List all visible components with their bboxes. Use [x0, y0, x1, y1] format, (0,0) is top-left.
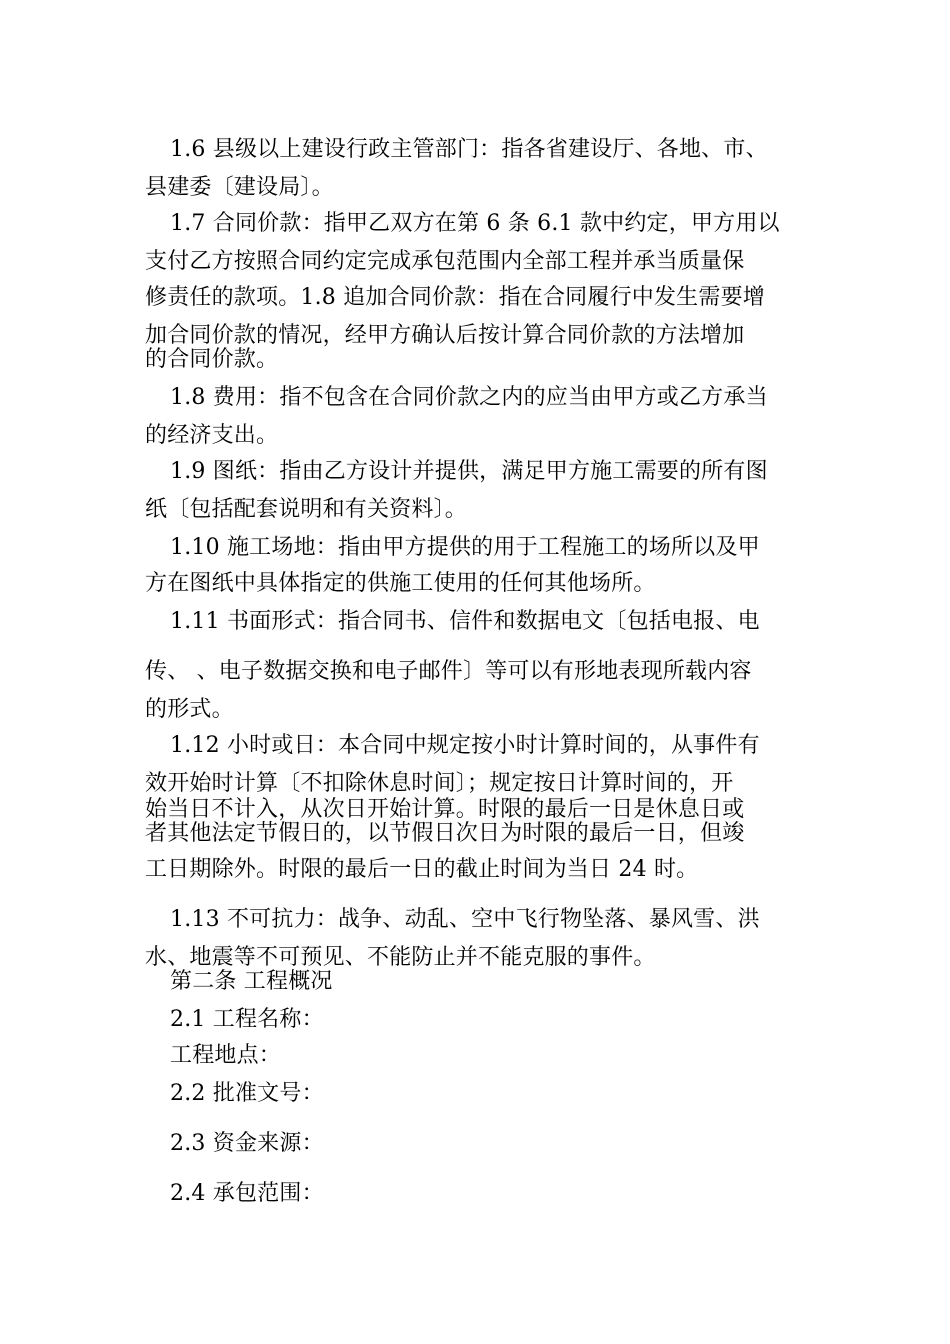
- text-line: 2.3 资金来源：: [170, 1131, 324, 1156]
- text-line: 工日期除外。时限的最后一日的截止时间为当日 24 时。: [145, 857, 699, 882]
- text-line: 纸〔包括配套说明和有关资料〕。: [145, 497, 468, 522]
- text-line: 者其他法定节假日的，以节假日次日为时限的最后一日，但竣: [145, 821, 745, 846]
- text-line: 修责任的款项。1.8 追加合同价款：指在合同履行中发生需要增: [145, 285, 765, 310]
- text-line: 工程地点：: [170, 1043, 282, 1068]
- text-line: 1.7 合同价款：指甲乙双方在第 6 条 6.1 款中约定，甲方用以: [170, 211, 780, 236]
- text-line: 2.2 批准文号：: [170, 1081, 324, 1106]
- text-line: 的形式。: [145, 697, 234, 722]
- text-line: 效开始时计算〔不扣除休息时间〕；规定按日计算时间的，开: [145, 771, 734, 796]
- text-line: 2.1 工程名称：: [170, 1007, 324, 1032]
- text-line: 1.8 费用：指不包含在合同价款之内的应当由甲方或乙方承当: [170, 385, 768, 410]
- text-line: 的合同价款。: [145, 347, 279, 372]
- text-line: 方在图纸中具体指定的供施工使用的任何其他场所。: [145, 571, 656, 596]
- text-line: 1.9 图纸：指由乙方设计并提供，满足甲方施工需要的所有图: [170, 459, 768, 484]
- text-line: 始当日不计入，从次日开始计算。时限的最后一日是休息日或: [145, 797, 745, 822]
- text-line: 1.6 县级以上建设行政主管部门：指各省建设厅、各地、市、: [170, 137, 768, 162]
- text-line: 1.10 施工场地：指由甲方提供的用于工程施工的场所以及甲: [170, 535, 760, 560]
- text-line: 的经济支出。: [145, 423, 279, 448]
- text-line: 1.11 书面形式：指合同书、信件和数据电文〔包括电报、电: [170, 609, 760, 634]
- text-line: 传、 、电子数据交换和电子邮件〕等可以有形地表现所载内容: [145, 659, 752, 684]
- text-line: 县建委〔建设局〕。: [145, 175, 334, 200]
- section-heading: 第二条 工程概况: [170, 969, 333, 994]
- text-line: 1.12 小时或日：本合同中规定按小时计算时间的，从事件有: [170, 733, 760, 758]
- text-line: 1.13 不可抗力：战争、动乱、空中飞行物坠落、暴风雪、洪: [170, 907, 760, 932]
- text-line: 支付乙方按照合同约定完成承包范围内全部工程并承当质量保: [145, 249, 745, 274]
- text-line: 加合同价款的情况，经甲方确认后按计算合同价款的方法增加: [145, 323, 745, 348]
- text-line: 2.4 承包范围：: [170, 1181, 324, 1206]
- text-line: 水、地震等不可预见、不能防止并不能克服的事件。: [145, 945, 656, 970]
